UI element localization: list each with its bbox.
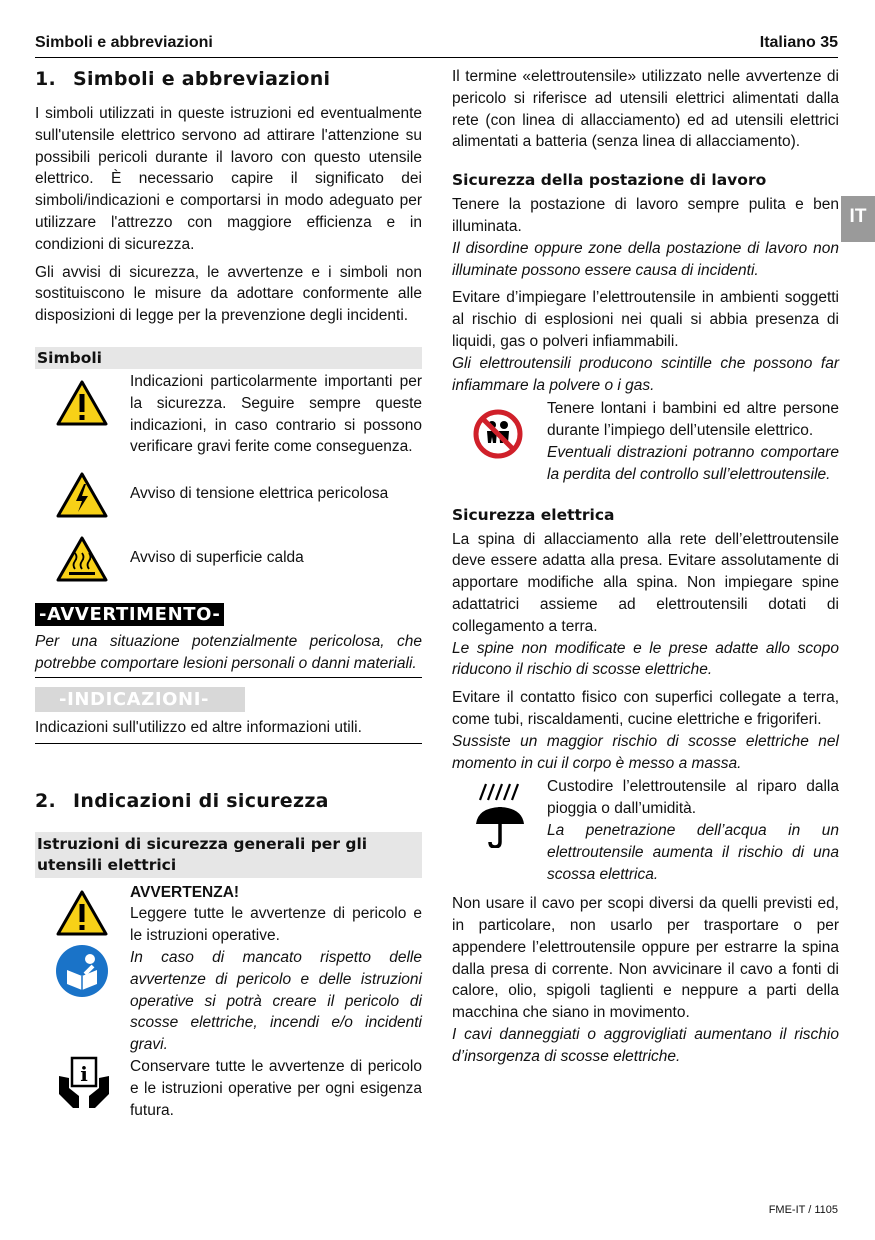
intro-paragraph-2: Gli avvisi di sicurezza, le avvertenze e i simboli non sostituiscono le misure da adottare conformente alle disposizioni di legge per la prevenzione degli incidenti. bbox=[35, 263, 422, 325]
symbols-heading: Simboli bbox=[35, 347, 422, 369]
cable-misuse: Non usare il cavo per scopi diversi da quelli previsti ed, in particolare, non usarlo per trasportare o per appendere l’elettroutensile oppure per estrarre la spina dalla presa di corrente. Non avvicinare il cavo a fonti di calore, olio, spigoli taglienti e neppure a parti della macchina che siano in movimento. bbox=[452, 895, 839, 1022]
cable-misuse-consequence: I cavi danneggiati o aggrovigliati aumentano il rischio d’insorgenza di scosse elettriche. bbox=[452, 1026, 839, 1065]
warning-triangle-icon bbox=[55, 379, 109, 427]
warning-triangle-icon bbox=[55, 889, 109, 937]
keep-instructions-text: Conservare tutte le avvertenze di pericolo e le istruzioni operative per ogni esigenza futura. bbox=[130, 1057, 422, 1119]
warning-title: AVVERTENZA! bbox=[130, 883, 240, 901]
left-column bbox=[35, 62, 422, 1121]
document-code: FME-IT / 1105 bbox=[768, 1204, 838, 1216]
info-label: -INDICAZIONI- bbox=[35, 687, 245, 712]
section-2-title: Indicazioni di sicurezza bbox=[73, 789, 329, 812]
intro-paragraph-1: I simboli utilizzati in queste istruzioni ed eventualmente sull'utensile elettrico servono ad attirare l'attenzione su possibili pericoli durante il lavoro con questo utensile elettrico. È necessario capire il significato dei simboli/indicazioni e comportarsi in modo adeguato per utilizzare l'attrezzo con maggiore efficienza e in condizioni di sicurezza. bbox=[35, 105, 422, 253]
symbol-electric-warning bbox=[35, 471, 422, 519]
earthed-surfaces-consequence: Sussiste un maggior rischio di scosse elettriche nel momento in cui il corpo è messo a massa. bbox=[452, 732, 839, 772]
page-header bbox=[35, 30, 838, 58]
warning-label: -AVVERTIMENTO- bbox=[35, 603, 224, 626]
section-2-number: 2. bbox=[35, 789, 57, 812]
symbol-hot-surface bbox=[35, 535, 422, 583]
keep-children-away-consequence: Eventuali distrazioni potranno comportare la perdita del controllo sull’elettroutensile. bbox=[547, 443, 839, 483]
children-warning-text bbox=[547, 398, 839, 485]
svg-text:i: i bbox=[80, 1061, 88, 1086]
header-page-number: Italiano 35 bbox=[759, 34, 838, 51]
warning-notice bbox=[35, 603, 422, 678]
children-warning bbox=[452, 398, 839, 485]
section-1-heading bbox=[35, 68, 422, 90]
section-1-number: 1. bbox=[35, 68, 57, 90]
section-2-heading bbox=[35, 790, 422, 812]
keep-children-away: Tenere lontani i bambini ed altre persone durante l’impiego dell’utensile elettrico. bbox=[547, 400, 839, 440]
protect-from-rain: Custodire l’elettroutensile al riparo dalla pioggia o dall’umidità. bbox=[547, 778, 839, 818]
power-tool-definition: Il termine «elettroutensile» utilizzato nelle avvertenze di pericolo si riferisce ad utensili elettrici alimentati dalla rete (con linea di allacciamento) ed ad utensili elettrici alimentati a batteria (senza linea di allacciamento). bbox=[452, 68, 839, 151]
symbol-electric-warning-text: Avviso di tensione elettrica pericolosa bbox=[130, 485, 389, 503]
explosive-atmosphere-consequence: Gli elettroutensili producono scintille che possono far infiammare la polvere o i gas. bbox=[452, 354, 839, 394]
header-section-title: Simboli e abbreviazioni bbox=[35, 34, 213, 51]
umbrella-rain-icon bbox=[472, 778, 528, 848]
symbol-general-warning-text: Indicazioni particolarmente importanti per la sicurezza. Seguire sempre queste indicazioni, in caso contrario si possono verificare gravi ferite come conseguenza. bbox=[130, 372, 422, 456]
section-1-title: Simboli e abbreviazioni bbox=[73, 68, 331, 90]
plug-matching-consequence: Le spine non modificate e le prese adatte allo scopo riducono il rischio di scosse elettriche. bbox=[452, 639, 839, 679]
symbol-hot-surface-text: Avviso di superficie calda bbox=[130, 549, 304, 567]
read-all-warnings: Leggere tutte le avvertenze di pericolo e le istruzioni operative. bbox=[130, 905, 422, 945]
general-safety-heading: Istruzioni di sicurezza generali per gli utensili elettrici bbox=[35, 832, 422, 878]
info-text: Indicazioni sull'utilizzo ed altre informazioni utili. bbox=[35, 717, 422, 744]
hot-surface-warning-icon bbox=[55, 535, 109, 583]
language-tab: IT bbox=[841, 196, 875, 242]
rain-warning-text bbox=[547, 776, 839, 885]
warning-text: Per una situazione potenzialmente pericolosa, che potrebbe comportare lesioni personali o danni materiali. bbox=[35, 631, 422, 678]
plug-matching: La spina di allacciamento alla rete dell’elettroutensile deve essere adatta alla presa. Evitare assolutamente di apportare modifiche alla spina. Non impiegare spine adattatrici assieme ad elettroutensili dotati di collegamento a terra. bbox=[452, 530, 839, 635]
work-area-clean-consequence: Il disordine oppure zone della postazione di lavoro non illuminate possono essere causa di incidenti. bbox=[452, 239, 839, 279]
no-children-icon bbox=[472, 408, 524, 460]
explosive-atmosphere: Evitare d’impiegare l’elettroutensile in ambienti soggetti al rischio di esplosioni nei quali si abbia presenza di liquidi, gas o polveri infiammabili. bbox=[452, 289, 839, 350]
info-notice bbox=[35, 687, 422, 744]
electric-shock-warning-icon bbox=[55, 471, 109, 519]
right-column bbox=[452, 62, 839, 1068]
electrical-safety-heading: Sicurezza elettrica bbox=[452, 505, 615, 524]
symbol-general-warning bbox=[35, 371, 422, 458]
read-all-warnings-consequence: In caso di mancato rispetto delle avvertenze di pericolo e delle istruzioni operative si potrà creare il pericolo di scosse elettriche, incendi e/o incidenti gravi. bbox=[130, 948, 422, 1054]
earthed-surfaces: Evitare il contatto fisico con superfici collegate a terra, come tubi, riscaldamenti, cucine elettriche e frigoriferi. bbox=[452, 689, 839, 728]
work-area-safety-heading: Sicurezza della postazione di lavoro bbox=[452, 171, 767, 190]
protect-from-rain-consequence: La penetrazione dell’acqua in un elettroutensile aumenta il rischio di una scossa elettrica. bbox=[547, 821, 839, 883]
general-safety-text bbox=[130, 882, 422, 1122]
keep-instructions-icon bbox=[55, 1056, 113, 1114]
rain-warning bbox=[452, 776, 839, 885]
general-safety-warning bbox=[35, 882, 422, 1122]
read-manual-icon bbox=[55, 944, 109, 998]
work-area-clean: Tenere la postazione di lavoro sempre pulita e ben illuminata. bbox=[452, 196, 839, 235]
